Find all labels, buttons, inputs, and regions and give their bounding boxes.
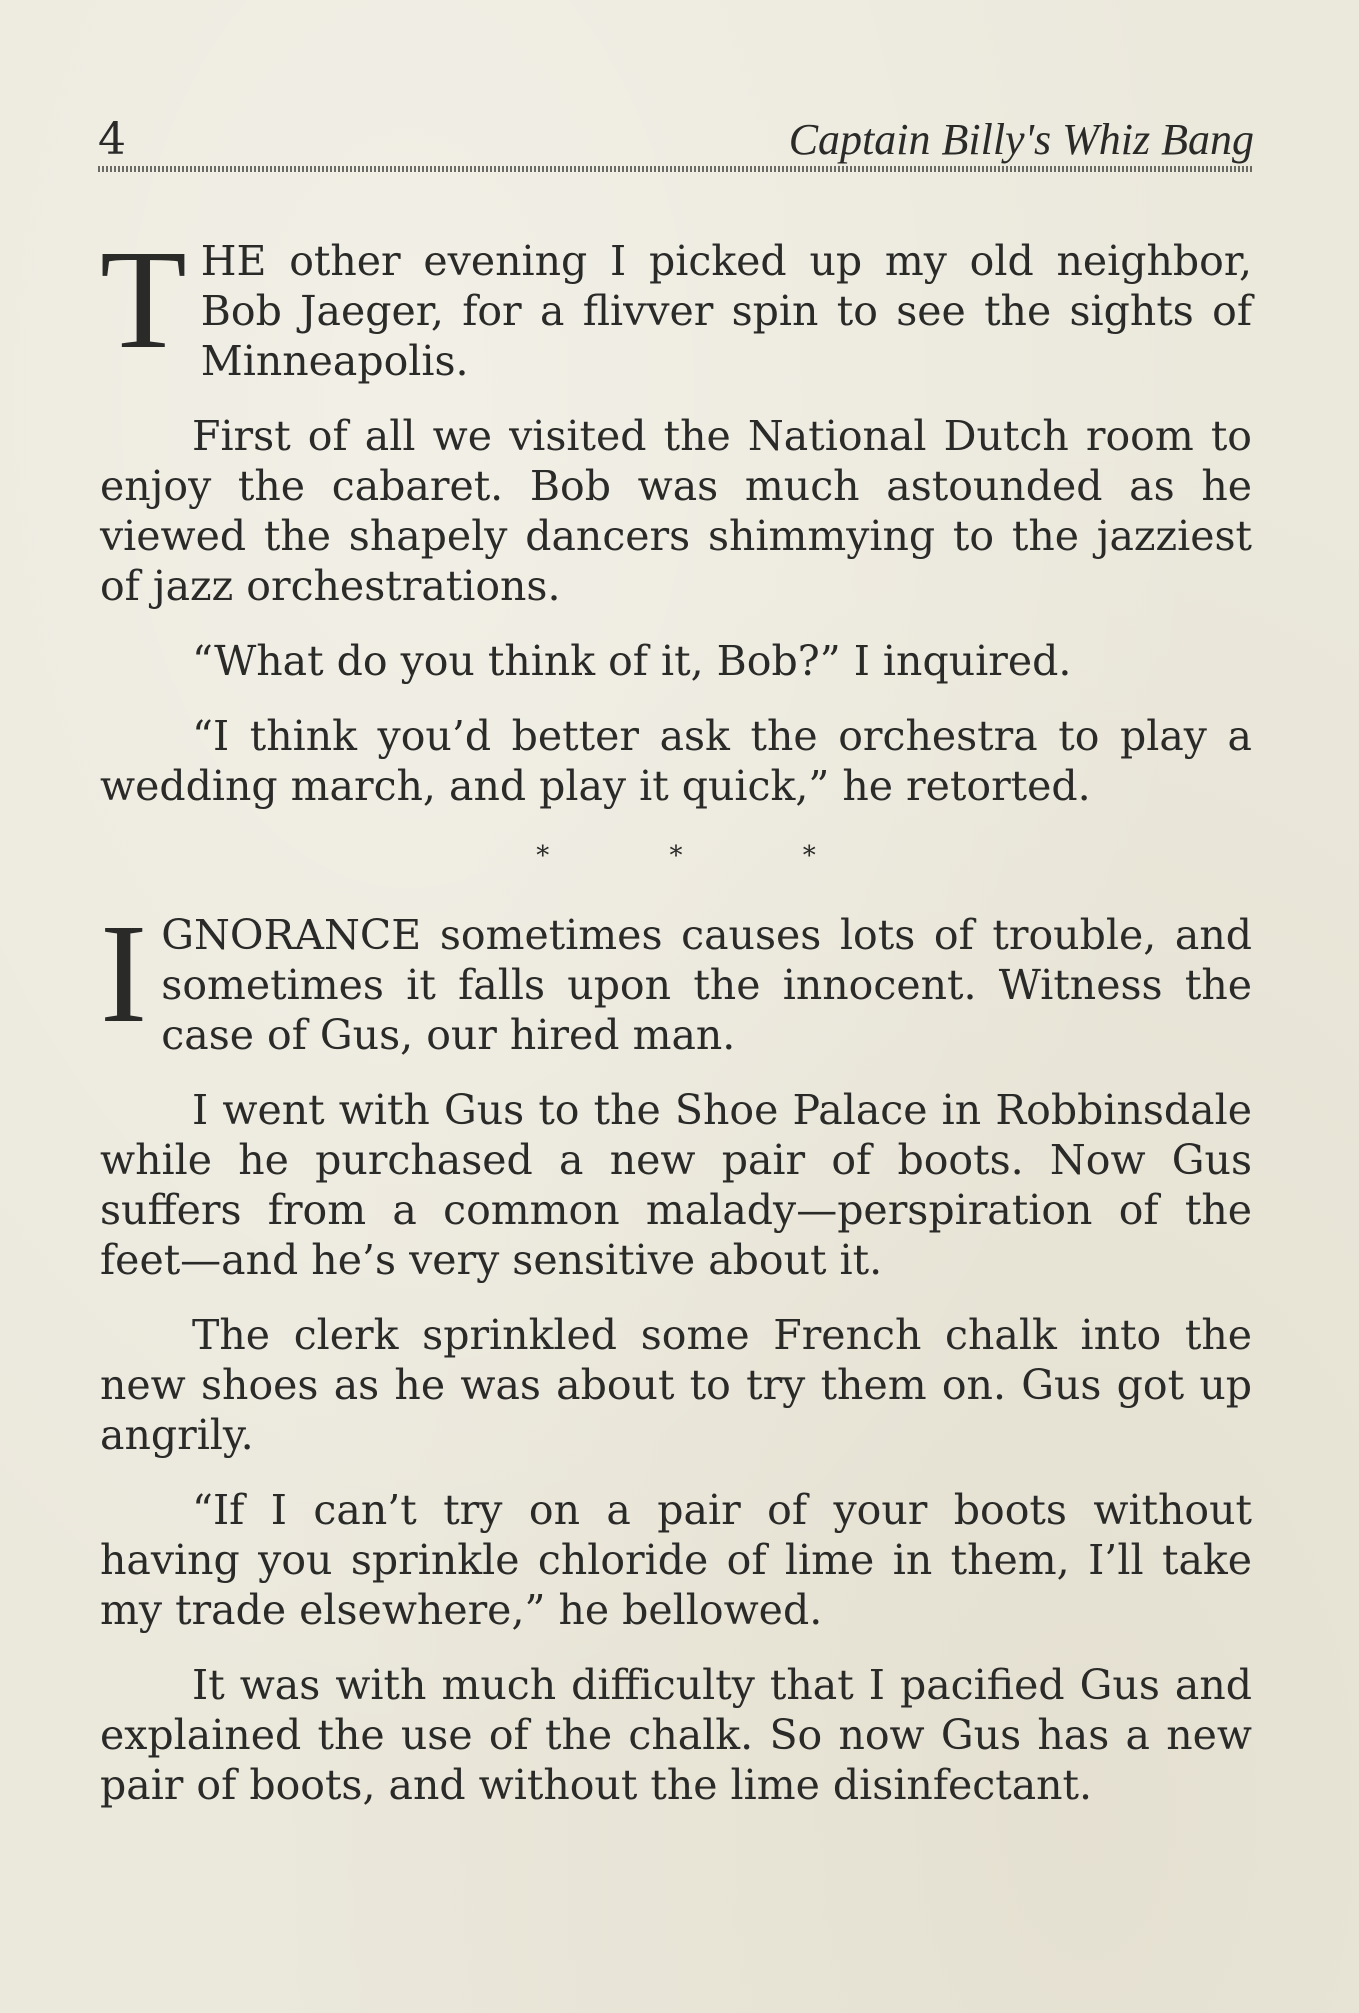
header-rule <box>98 166 1254 172</box>
story1-lead-text: HE other evening I picked up my old neighbor, Bob Jaeger, for a flivver spin to see the sights of Minneapolis. <box>200 237 1252 385</box>
story1-paragraph-2: First of all we visited the National Dutch room to enjoy the cabaret. Bob was much astounded as he viewed the shapely dancers shimmying to the jazziest of jazz orchestrations. <box>100 412 1252 610</box>
page-number: 4 <box>98 114 126 165</box>
story2-paragraph-5: It was with much difficulty that I pacified Gus and explained the use of the chalk. So now Gus has a new pair of boots, and without the lime disinfectant. <box>100 1661 1252 1809</box>
story2-paragraph-3: The clerk sprinkled some French chalk into the new shoes as he was about to try them on. Gus got up angrily. <box>100 1311 1252 1459</box>
story2-dropcap: I <box>100 894 148 1052</box>
story2-paragraph-2: I went with Gus to the Shoe Palace in Robbinsdale while he purchased a new pair of boots. Now Gus suffers from a common malady—perspiration of the feet—and he’s very sensitive about it. <box>100 1086 1252 1284</box>
page-header <box>98 112 1254 168</box>
story1-paragraph-4: “I think you’d better ask the orchestra to play a wedding march, and play it quick,” he retorted. <box>100 712 1252 810</box>
story1-paragraph-3: “What do you think of it, Bob?” I inquired. <box>192 637 1072 685</box>
story2-paragraph-4: “If I can’t try on a pair of your boots without having you sprinkle chloride of lime in them, I’ll take my trade elsewhere,” he bellowed. <box>100 1486 1252 1634</box>
story1-lead-paragraph <box>100 220 1252 386</box>
story1-dropcap: T <box>100 220 187 378</box>
section-separator: * * * <box>536 841 872 871</box>
running-title: Captain Billy's Whiz Bang <box>788 115 1254 164</box>
article-body <box>100 220 1252 1835</box>
story2-lead-text: GNORANCE sometimes causes lots of trouble, and sometimes it falls upon the innocent. Witness the case of Gus, our hired man. <box>161 911 1252 1059</box>
story2-lead-paragraph <box>100 894 1252 1060</box>
